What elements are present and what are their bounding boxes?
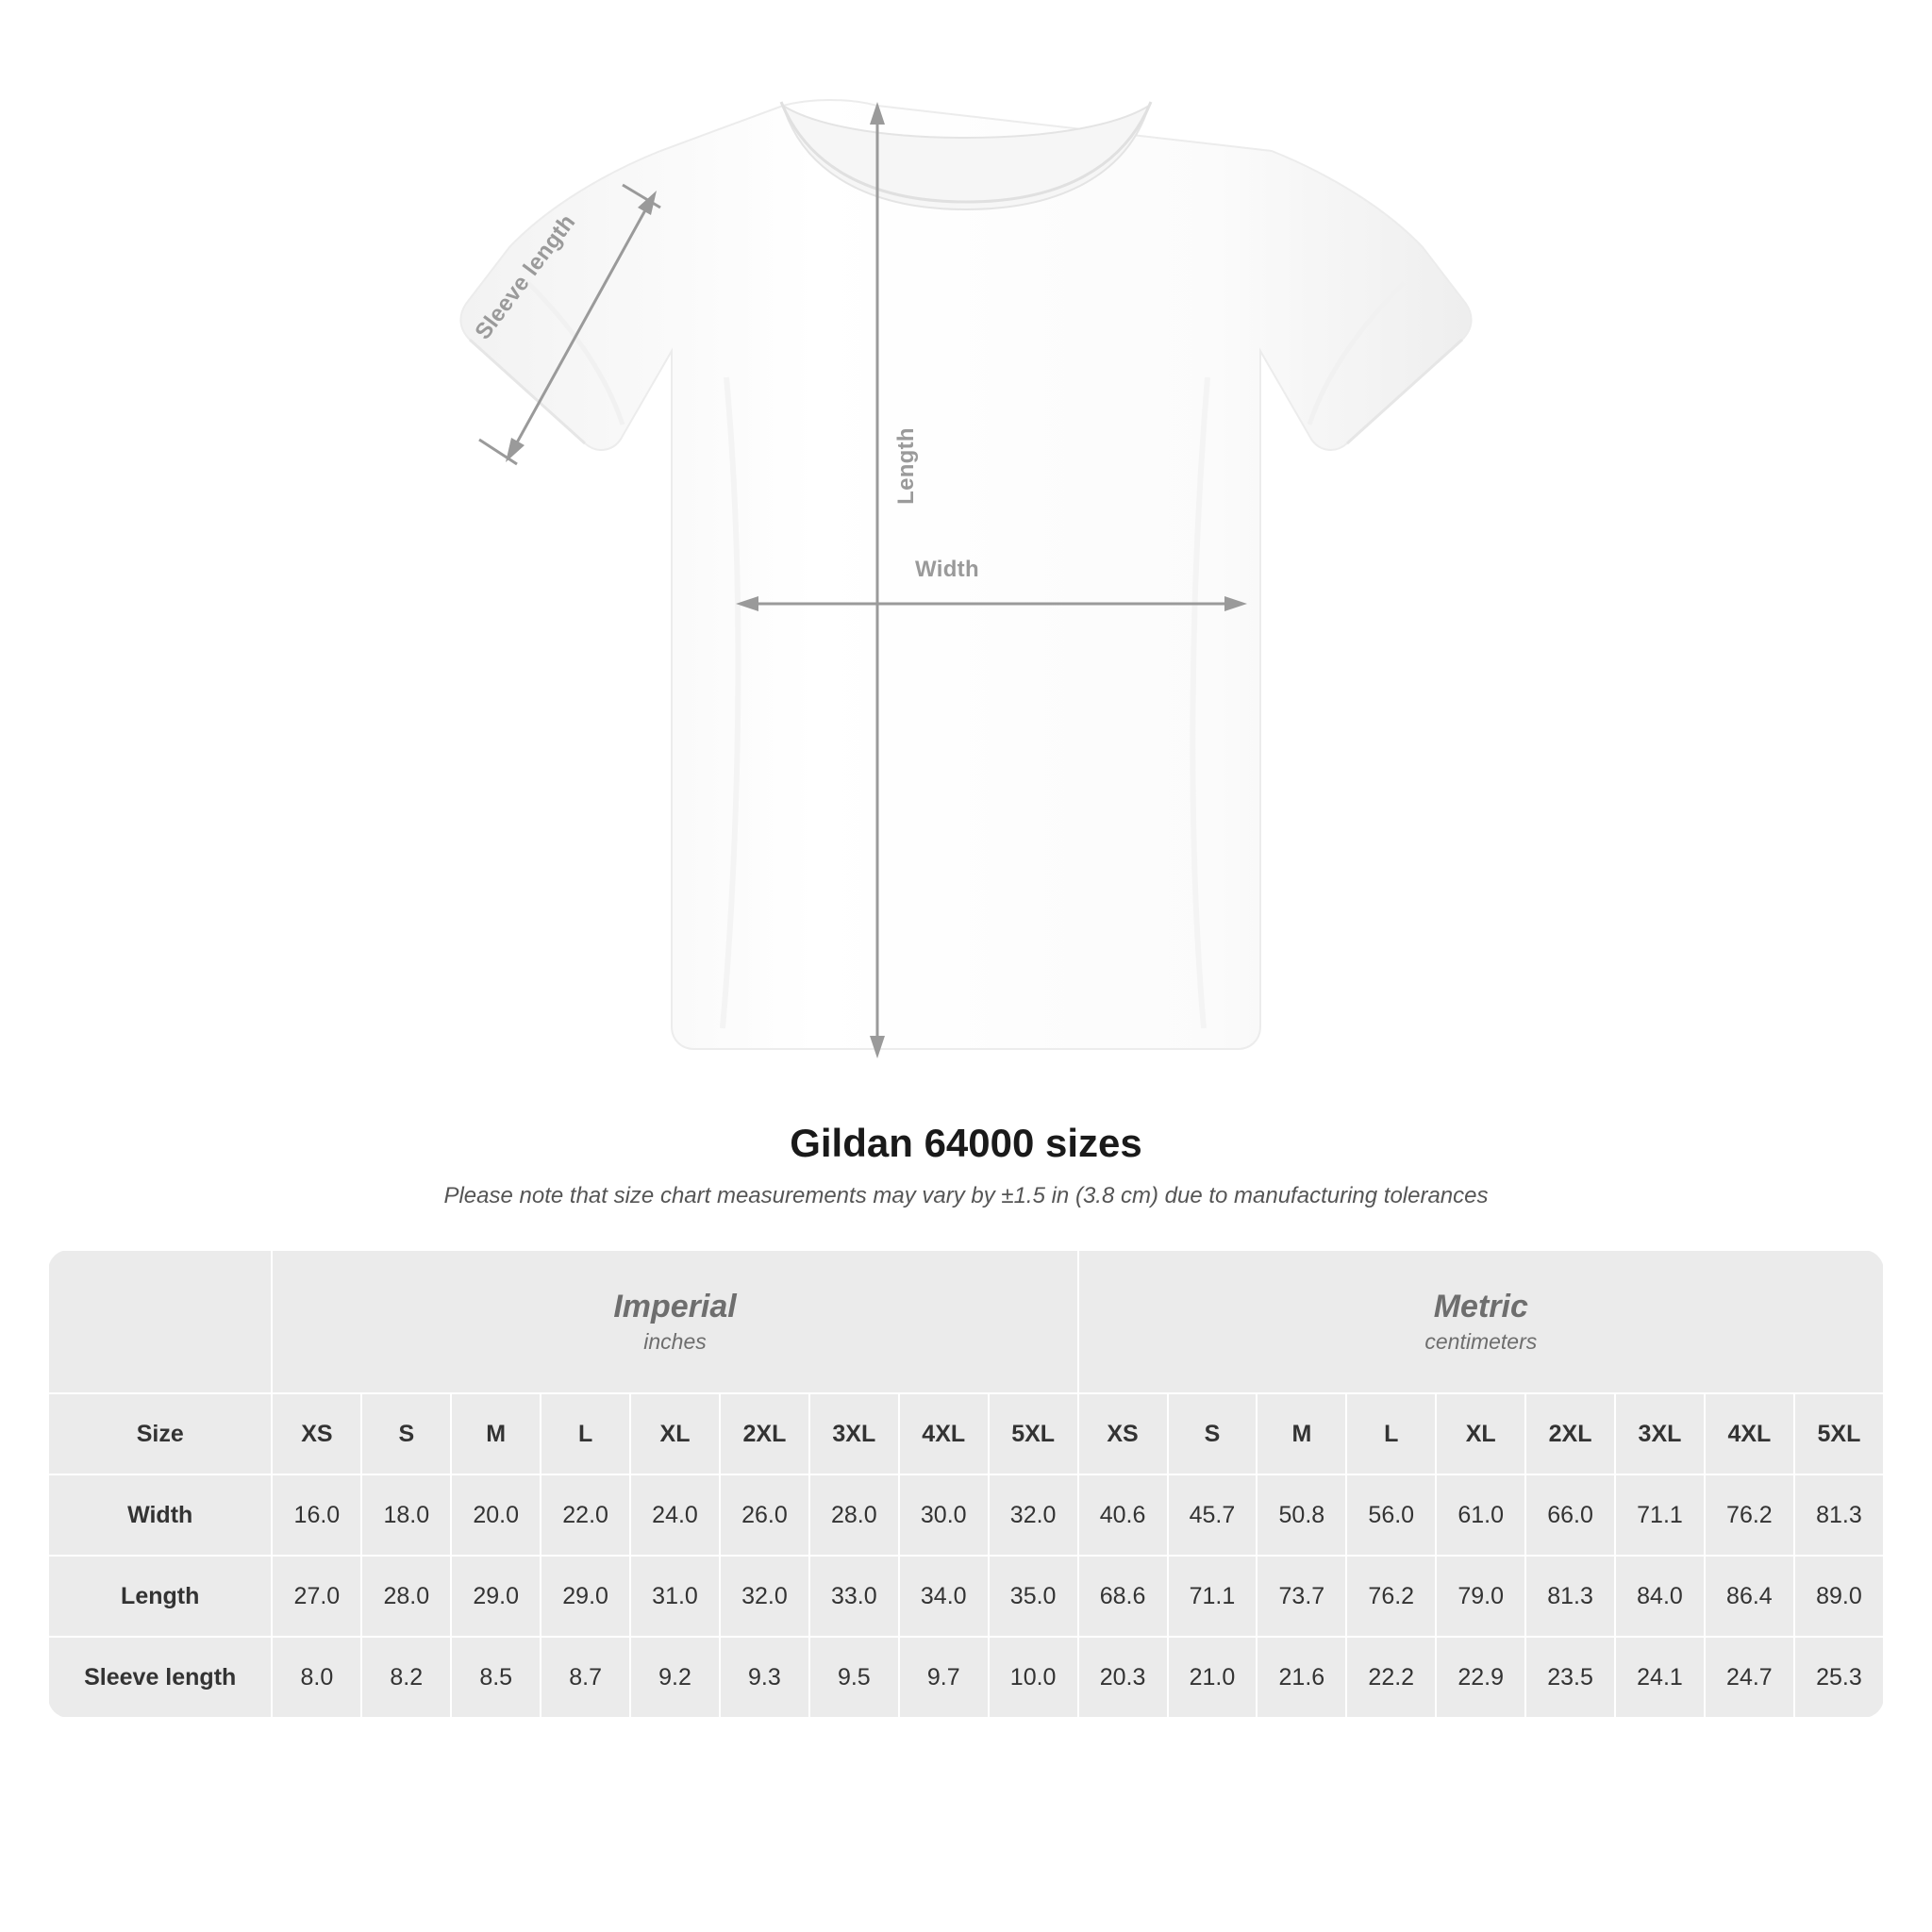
table-cell: 34.0	[899, 1556, 989, 1637]
row-header-length: Length	[48, 1556, 272, 1637]
table-cell: 71.1	[1168, 1556, 1257, 1637]
column-header-size: 3XL	[1615, 1393, 1705, 1474]
column-header-size: XL	[630, 1393, 720, 1474]
width-dimension-label: Width	[915, 557, 979, 582]
table-cell: 24.7	[1705, 1637, 1794, 1718]
column-header-size: S	[361, 1393, 451, 1474]
table-cell: 89.0	[1794, 1556, 1884, 1637]
table-cell: 8.7	[541, 1637, 630, 1718]
table-cell: 32.0	[720, 1556, 809, 1637]
table-cell: 10.0	[989, 1637, 1078, 1718]
column-header-size: L	[541, 1393, 630, 1474]
size-chart-table	[47, 1249, 1885, 1719]
table-cell: 81.3	[1525, 1556, 1615, 1637]
table-cell: 20.3	[1078, 1637, 1168, 1718]
chart-title-block	[0, 1121, 1932, 1209]
table-cell: 68.6	[1078, 1556, 1168, 1637]
unit-group-header-metric	[1078, 1250, 1884, 1393]
table-cell: 8.2	[361, 1637, 451, 1718]
table-cell: 30.0	[899, 1474, 989, 1556]
unit-group-header-imperial	[272, 1250, 1077, 1393]
page-title: Gildan 64000 sizes	[790, 1121, 1142, 1165]
sleeve-length-dimension-label: Sleeve length	[470, 209, 581, 345]
table-cell: 16.0	[272, 1474, 361, 1556]
table-cell: 76.2	[1346, 1556, 1436, 1637]
column-header-size: 2XL	[1525, 1393, 1615, 1474]
column-header-size: 4XL	[1705, 1393, 1794, 1474]
row-header-sleeve-length: Sleeve length	[48, 1637, 272, 1718]
table-cell: 76.2	[1705, 1474, 1794, 1556]
table-cell: 24.0	[630, 1474, 720, 1556]
table-cell: 84.0	[1615, 1556, 1705, 1637]
unit-group-unit: inches	[643, 1328, 707, 1354]
column-header-size: 2XL	[720, 1393, 809, 1474]
table-row	[48, 1474, 1884, 1556]
table-cell: 8.0	[272, 1637, 361, 1718]
column-header-size: XL	[1436, 1393, 1525, 1474]
table-size-header-row	[48, 1393, 1884, 1474]
table-cell: 21.6	[1257, 1637, 1346, 1718]
table-cell: 29.0	[451, 1556, 541, 1637]
row-header-size: Size	[48, 1393, 272, 1474]
column-header-size: 4XL	[899, 1393, 989, 1474]
table-cell: 73.7	[1257, 1556, 1346, 1637]
table-cell: 40.6	[1078, 1474, 1168, 1556]
table-cell: 9.3	[720, 1637, 809, 1718]
length-dimension-label: Length	[892, 427, 919, 505]
column-header-size: M	[1257, 1393, 1346, 1474]
table-cell: 66.0	[1525, 1474, 1615, 1556]
table-cell: 23.5	[1525, 1637, 1615, 1718]
unit-group-name: Metric	[1433, 1289, 1528, 1325]
column-header-size: XS	[272, 1393, 361, 1474]
table-cell: 9.5	[809, 1637, 899, 1718]
table-cell: 25.3	[1794, 1637, 1884, 1718]
table-cell: 81.3	[1794, 1474, 1884, 1556]
table-cell: 56.0	[1346, 1474, 1436, 1556]
table-cell: 9.2	[630, 1637, 720, 1718]
table-cell: 20.0	[451, 1474, 541, 1556]
table-cell: 22.0	[541, 1474, 630, 1556]
table-cell: 26.0	[720, 1474, 809, 1556]
table-row	[48, 1637, 1884, 1718]
table-cell: 9.7	[899, 1637, 989, 1718]
table-cell: 18.0	[361, 1474, 451, 1556]
table-cell: 22.2	[1346, 1637, 1436, 1718]
table-cell: 28.0	[809, 1474, 899, 1556]
size-table-wrapper	[47, 1249, 1885, 1719]
table-cell: 24.1	[1615, 1637, 1705, 1718]
table-cell: 71.1	[1615, 1474, 1705, 1556]
table-cell: 50.8	[1257, 1474, 1346, 1556]
table-cell: 33.0	[809, 1556, 899, 1637]
table-cell: 31.0	[630, 1556, 720, 1637]
table-cell: 27.0	[272, 1556, 361, 1637]
table-row	[48, 1556, 1884, 1637]
unit-group-unit: centimeters	[1424, 1328, 1538, 1354]
column-header-size: XS	[1078, 1393, 1168, 1474]
table-corner-cell	[48, 1250, 272, 1393]
column-header-size: 5XL	[989, 1393, 1078, 1474]
column-header-size: L	[1346, 1393, 1436, 1474]
unit-group-name: Imperial	[613, 1289, 737, 1325]
table-cell: 79.0	[1436, 1556, 1525, 1637]
table-cell: 29.0	[541, 1556, 630, 1637]
table-cell: 61.0	[1436, 1474, 1525, 1556]
table-cell: 21.0	[1168, 1637, 1257, 1718]
column-header-size: 3XL	[809, 1393, 899, 1474]
table-cell: 86.4	[1705, 1556, 1794, 1637]
table-unit-header-row	[48, 1250, 1884, 1393]
table-cell: 45.7	[1168, 1474, 1257, 1556]
column-header-size: M	[451, 1393, 541, 1474]
column-header-size: S	[1168, 1393, 1257, 1474]
row-header-width: Width	[48, 1474, 272, 1556]
tolerance-note: Please note that size chart measurements may vary by ±1.5 in (3.8 cm) due to manufacturing tolerances	[443, 1183, 1489, 1208]
table-cell: 22.9	[1436, 1637, 1525, 1718]
table-cell: 32.0	[989, 1474, 1078, 1556]
table-cell: 28.0	[361, 1556, 451, 1637]
table-cell: 35.0	[989, 1556, 1078, 1637]
column-header-size: 5XL	[1794, 1393, 1884, 1474]
table-cell: 8.5	[451, 1637, 541, 1718]
